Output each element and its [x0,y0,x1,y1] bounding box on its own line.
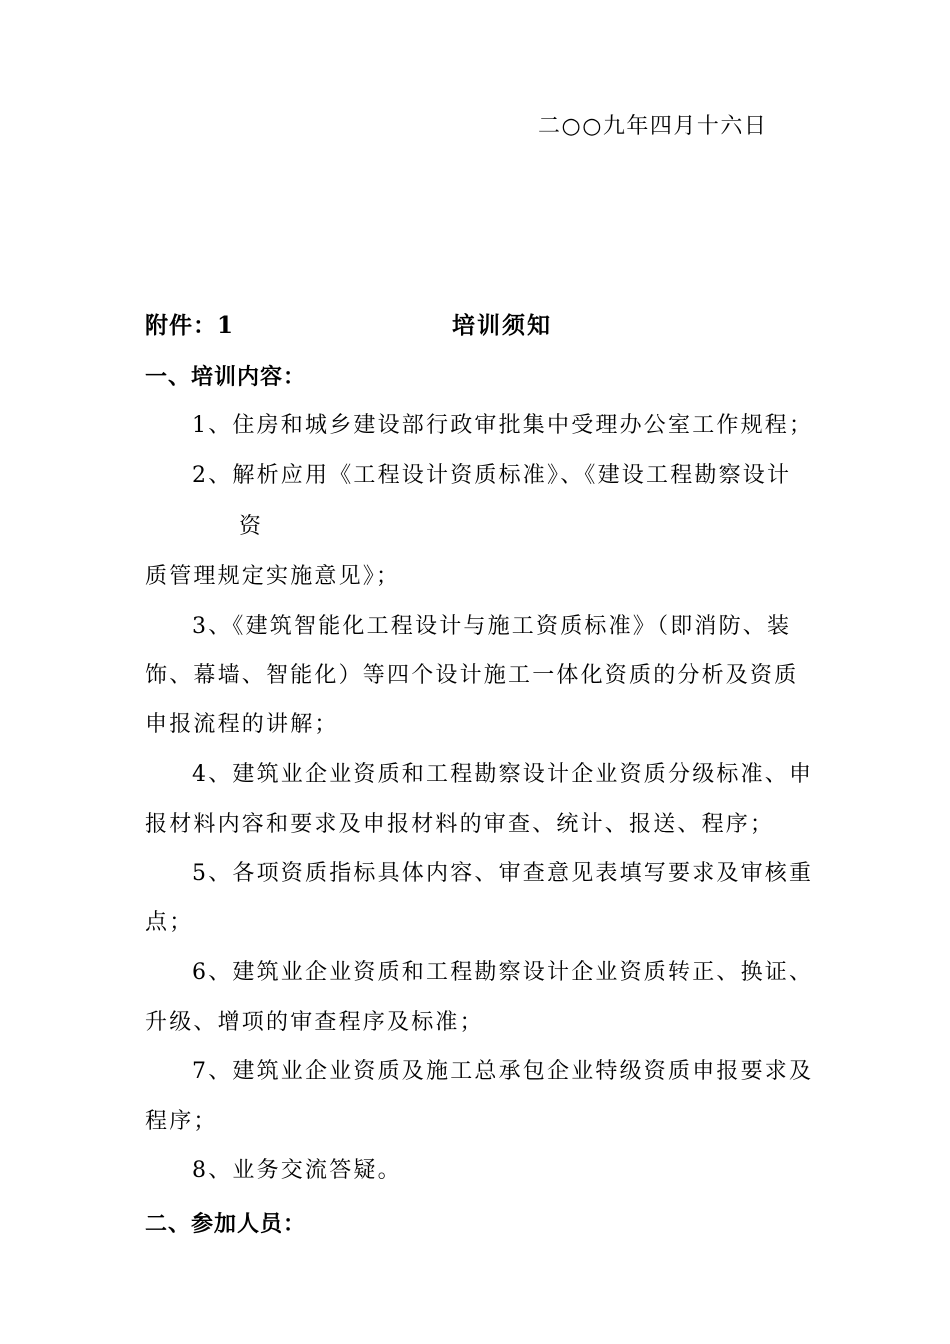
list-item-2-line-2: 资 [239,514,264,539]
list-item-8: 8、业务交流答疑。 [192,1158,402,1183]
list-item-2-line-3: 质管理规定实施意见》； [145,564,401,589]
list-item-6-line-1: 6、建筑业企业资质和工程勘察设计企业资质转正、换证、 [192,960,814,985]
list-item-4-line-2: 报材料内容和要求及申报材料的审查、统计、报送、程序； [145,812,775,837]
list-item-1: 1、住房和城乡建设部行政审批集中受理办公室工作规程； [192,413,814,438]
list-item-4-line-1: 4、建筑业企业资质和工程勘察设计企业资质分级标准、申 [192,762,814,787]
list-item-3-line-1: 3、《建筑智能化工程设计与施工资质标准》（即消防、装 [192,614,792,639]
document-date: 二○○九年四月十六日 [538,114,768,139]
section-heading-participants: 二、参加人员： [145,1211,307,1237]
list-item-5-line-2: 点； [145,910,194,935]
section-heading-training-content: 一、培训内容： [145,364,307,390]
document-title: 培训须知 [452,312,552,339]
list-item-7-line-1: 7、建筑业企业资质及施工总承包企业特级资质申报要求及 [192,1059,814,1084]
list-item-5-line-1: 5、各项资质指标具体内容、审查意见表填写要求及审核重 [192,861,814,886]
list-item-6-line-2: 升级、增项的审查程序及标准； [145,1010,484,1035]
list-item-3-line-3: 申报流程的讲解； [145,712,339,737]
attachment-label: 附件：1 [145,312,235,339]
list-item-2-line-1: 2、解析应用《工程设计资质标准》、《建设工程勘察设计 [192,463,792,488]
list-item-7-line-2: 程序； [145,1109,218,1134]
list-item-3-line-2: 饰、幕墙、智能化）等四个设计施工一体化资质的分析及资质 [145,663,799,688]
